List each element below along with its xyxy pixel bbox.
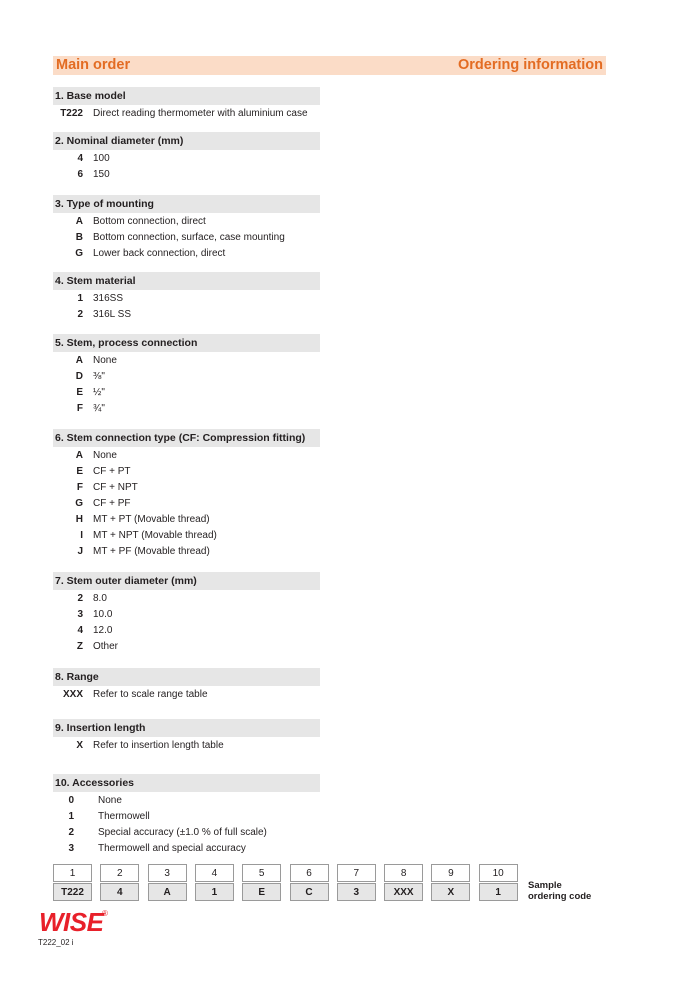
section-6 xyxy=(53,429,320,560)
option-description: 100 xyxy=(93,153,110,164)
option-description: 316SS xyxy=(93,293,124,304)
sample-value-cell: E xyxy=(242,883,281,901)
option-row xyxy=(53,385,320,401)
option-row xyxy=(53,106,320,122)
header-ordering-information: Ordering information xyxy=(458,57,603,73)
option-code: 6 xyxy=(77,169,83,180)
option-row xyxy=(53,687,320,703)
sample-value-cell: 1 xyxy=(479,883,518,901)
option-row xyxy=(53,401,320,417)
option-row xyxy=(53,591,320,607)
header-main-order: Main order xyxy=(56,57,131,73)
sample-value-cell: 3 xyxy=(337,883,376,901)
registered-mark: ® xyxy=(102,909,108,918)
option-code: 2 xyxy=(68,827,74,838)
position-number-cell: 10 xyxy=(479,864,518,882)
option-description: 316L SS xyxy=(93,309,131,320)
sample-value-cell: 4 xyxy=(100,883,139,901)
option-code: T222 xyxy=(60,108,83,119)
option-row xyxy=(53,528,320,544)
section-title: 9. Insertion length xyxy=(53,719,320,737)
option-description: 10.0 xyxy=(93,609,113,620)
option-description: 8.0 xyxy=(93,593,107,604)
option-description: ¾" xyxy=(93,403,105,414)
option-code: 2 xyxy=(77,309,83,320)
sample-value-cell: T222 xyxy=(53,883,92,901)
option-code: E xyxy=(76,387,83,398)
sample-label-line2: ordering code xyxy=(528,891,592,902)
option-code: F xyxy=(76,403,83,414)
option-description: None xyxy=(93,355,117,366)
option-code: 3 xyxy=(77,609,83,620)
option-description: CF + PF xyxy=(93,498,131,509)
section-10 xyxy=(53,774,320,857)
option-description: 150 xyxy=(93,169,110,180)
option-description: None xyxy=(98,795,122,806)
option-description: MT + NPT (Movable thread) xyxy=(93,530,217,541)
sample-value-cell: X xyxy=(431,883,470,901)
option-row xyxy=(53,167,320,183)
option-row xyxy=(53,369,320,385)
section-title: 2. Nominal diameter (mm) xyxy=(53,132,320,150)
section-title: 5. Stem, process connection xyxy=(53,334,320,352)
section-7 xyxy=(53,572,320,655)
position-number-cell: 5 xyxy=(242,864,281,882)
option-description: Bottom connection, direct xyxy=(93,216,206,227)
option-description: MT + PF (Movable thread) xyxy=(93,546,210,557)
option-row xyxy=(53,825,320,841)
option-row xyxy=(53,639,320,655)
section-title: 6. Stem connection type (CF: Compression fitting) xyxy=(53,429,320,447)
sample-label-line1: Sample xyxy=(528,880,562,891)
option-row xyxy=(53,230,320,246)
section-3 xyxy=(53,195,320,262)
option-code: 1 xyxy=(68,811,74,822)
section-4 xyxy=(53,272,320,323)
option-code: A xyxy=(75,216,83,227)
option-description: None xyxy=(93,450,117,461)
option-code: I xyxy=(80,530,83,541)
sample-value-cell: XXX xyxy=(384,883,423,901)
option-row xyxy=(53,512,320,528)
wise-logo-text: WISE xyxy=(39,907,104,936)
option-row xyxy=(53,841,320,857)
option-description: CF + PT xyxy=(93,466,131,477)
option-row xyxy=(53,496,320,512)
option-code: 4 xyxy=(77,625,83,636)
option-code: 4 xyxy=(77,153,83,164)
section-5 xyxy=(53,334,320,417)
section-title: 3. Type of mounting xyxy=(53,195,320,213)
option-row xyxy=(53,151,320,167)
option-code: B xyxy=(75,232,83,243)
option-code: J xyxy=(77,546,83,557)
section-title: 10. Accessories xyxy=(53,774,320,792)
position-number-cell: 2 xyxy=(100,864,139,882)
option-row xyxy=(53,809,320,825)
option-row xyxy=(53,448,320,464)
option-row xyxy=(53,246,320,262)
section-8 xyxy=(53,668,320,703)
option-description: MT + PT (Movable thread) xyxy=(93,514,210,525)
option-code: 0 xyxy=(68,795,74,806)
sample-value-cell: A xyxy=(148,883,187,901)
option-description: Refer to insertion length table xyxy=(93,740,224,751)
option-description: Thermowell xyxy=(98,811,150,822)
option-code: G xyxy=(75,498,83,509)
document-code: T222_02 i xyxy=(38,938,74,947)
option-code: 1 xyxy=(77,293,83,304)
option-row xyxy=(53,353,320,369)
sample-value-cell: C xyxy=(290,883,329,901)
option-code: G xyxy=(75,248,83,259)
option-code: D xyxy=(75,371,83,382)
option-code: H xyxy=(75,514,83,525)
position-number-cell: 9 xyxy=(431,864,470,882)
option-description: CF + NPT xyxy=(93,482,138,493)
option-row xyxy=(53,544,320,560)
position-number-cell: 6 xyxy=(290,864,329,882)
position-number-cell: 7 xyxy=(337,864,376,882)
option-code: F xyxy=(76,482,83,493)
section-title: 7. Stem outer diameter (mm) xyxy=(53,572,320,590)
option-code: A xyxy=(75,450,83,461)
option-row xyxy=(53,214,320,230)
position-number-cell: 3 xyxy=(148,864,187,882)
option-row xyxy=(53,607,320,623)
wise-logo xyxy=(38,906,110,936)
option-description: Thermowell and special accuracy xyxy=(98,843,246,854)
option-code: X xyxy=(76,740,83,751)
sample-value-cell: 1 xyxy=(195,883,234,901)
section-title: 1. Base model xyxy=(53,87,320,105)
option-code: 3 xyxy=(68,843,74,854)
header-bar xyxy=(53,56,606,75)
option-description: Bottom connection, surface, case mounting xyxy=(93,232,285,243)
option-description: ½" xyxy=(93,387,105,398)
section-title: 8. Range xyxy=(53,668,320,686)
sample-ordering-code-label xyxy=(528,880,591,902)
option-code: XXX xyxy=(62,689,83,700)
option-code: 2 xyxy=(77,593,83,604)
option-row xyxy=(53,307,320,323)
option-description: 12.0 xyxy=(93,625,113,636)
option-row xyxy=(53,623,320,639)
option-description: Direct reading thermometer with aluminium case xyxy=(93,108,308,119)
option-row xyxy=(53,464,320,480)
section-9 xyxy=(53,719,320,754)
section-2 xyxy=(53,132,320,183)
section-1 xyxy=(53,87,320,122)
option-row xyxy=(53,480,320,496)
option-row xyxy=(53,793,320,809)
option-description: ⅜" xyxy=(93,371,105,382)
position-number-cell: 8 xyxy=(384,864,423,882)
option-code: Z xyxy=(76,641,83,652)
position-number-cell: 1 xyxy=(53,864,92,882)
option-row xyxy=(53,291,320,307)
option-code: E xyxy=(76,466,83,477)
option-description: Other xyxy=(93,641,119,652)
position-number-cell: 4 xyxy=(195,864,234,882)
option-row xyxy=(53,738,320,754)
option-description: Special accuracy (±1.0 % of full scale) xyxy=(98,827,267,838)
option-description: Lower back connection, direct xyxy=(93,248,226,259)
option-description: Refer to scale range table xyxy=(93,689,208,700)
option-code: A xyxy=(75,355,83,366)
section-title: 4. Stem material xyxy=(53,272,320,290)
